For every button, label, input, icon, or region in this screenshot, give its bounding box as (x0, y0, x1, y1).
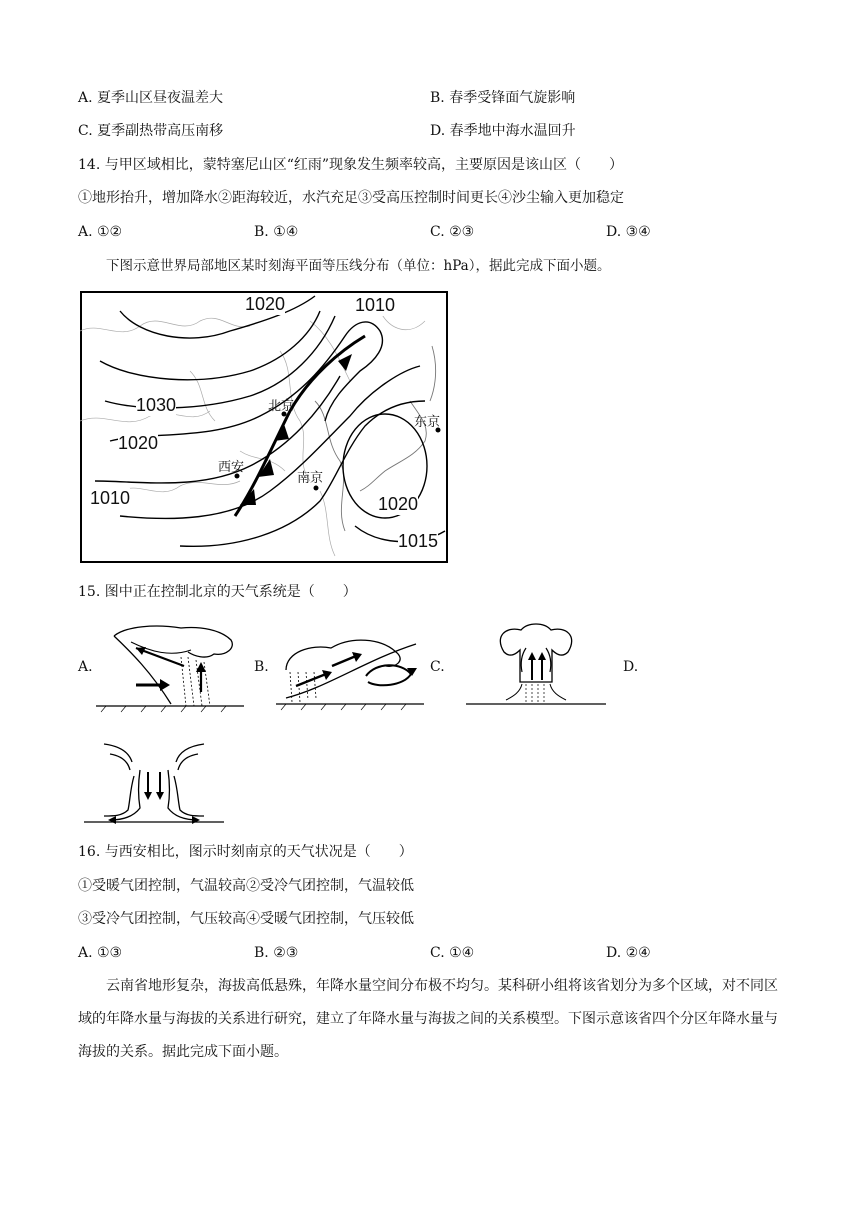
diagram-cold-front (96, 622, 244, 718)
diagram-cyclone (466, 622, 606, 716)
city-label-beijing: 北京 (268, 399, 295, 414)
q15-stem: 15. 图中正在控制北京的天气系统是（ ） (78, 584, 357, 600)
isobar-label: 1020 (118, 433, 159, 453)
diagram-warm-front (276, 630, 424, 718)
q16-stem: 16. 与西安相比，图示时刻南京的天气状况是（ ） (78, 844, 413, 860)
q15-option-a: A. (78, 659, 93, 675)
city-label-xian: 西安 (218, 460, 245, 475)
yunnan-intro-paragraph: 云南省地形复杂，海拔高低悬殊，年降水量空间分布极不均匀。某科研小组将该省划分为多个区域，对不同区域的年降水量与海拔的关系进行研究，建立了年降水量与海拔之间的关系模型。下图示意该省四个分区年降水量与海拔的关系。据此完成下面小题。 (78, 978, 778, 1060)
isobar-map (80, 291, 448, 563)
q13-option-a: A. 夏季山区昼夜温差大 (78, 90, 224, 106)
q14-option-a: A. ①② (78, 224, 123, 240)
map-intro: 下图示意世界局部地区某时刻海平面等压线分布（单位：hPa），据此完成下面小题。 (106, 258, 611, 274)
city-label-tokyo: 东京 (414, 415, 441, 430)
diagram-anticyclone (84, 736, 224, 832)
q16-statements-2: ③受冷气团控制，气压较高④受暖气团控制，气压较低 (78, 911, 414, 927)
q15-option-b: B. (254, 659, 269, 675)
q14-option-d: D. ③④ (606, 224, 651, 240)
isobar-label: 1030 (136, 395, 177, 415)
city-label-nanjing: 南京 (297, 471, 324, 486)
q14-statements: ①地形抬升，增加降水②距海较近，水汽充足③受高压控制时间更长④沙尘输入更加稳定 (78, 190, 624, 206)
q15-option-d: D. (623, 659, 639, 675)
q16-option-a: A. ①③ (78, 945, 123, 961)
isobar-label: 1010 (90, 488, 131, 508)
q15-option-c: C. (430, 659, 445, 675)
q16-statements-1: ①受暖气团控制，气温较高②受冷气团控制，气温较低 (78, 878, 414, 894)
q13-option-b: B. 春季受锋面气旋影响 (430, 90, 576, 106)
q14-option-c: C. ②③ (430, 224, 475, 240)
q16-option-d: D. ②④ (606, 945, 651, 961)
isobar-label: 1015 (398, 531, 439, 551)
isobar-label: 1010 (355, 295, 396, 315)
q14-stem: 14. 与甲区域相比，蒙特塞尼山区“红雨”现象发生频率较高，主要原因是该山区（ ） (78, 157, 624, 173)
isobar-label: 1020 (245, 294, 286, 314)
isobar-label: 1020 (378, 494, 419, 514)
q13-option-d: D. 春季地中海水温回升 (430, 123, 576, 139)
q14-option-b: B. ①④ (254, 224, 299, 240)
q16-option-c: C. ①④ (430, 945, 475, 961)
q16-option-b: B. ②③ (254, 945, 299, 961)
q13-option-c: C. 夏季副热带高压南移 (78, 123, 224, 139)
